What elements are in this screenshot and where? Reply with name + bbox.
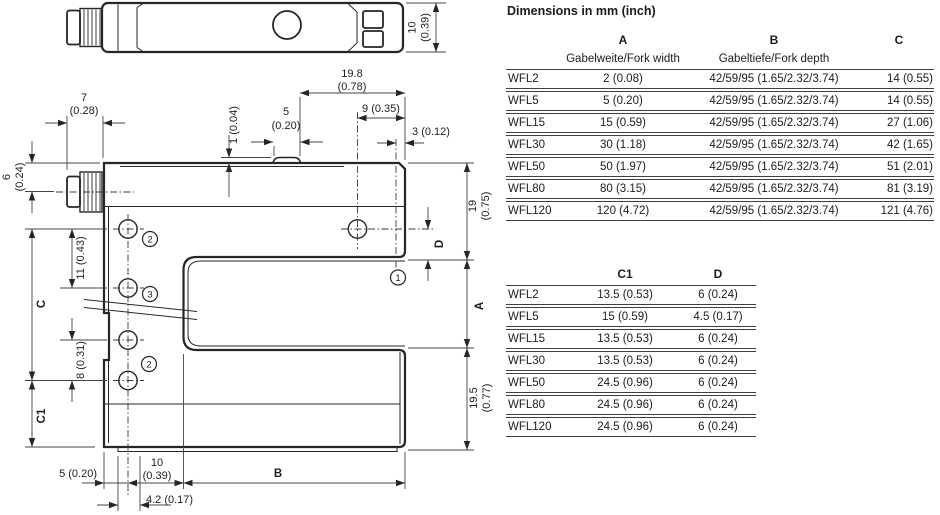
dim-hole-to-slot-mm: 10	[150, 457, 164, 469]
dim-hole-to-edge: 9 (0.35)	[362, 103, 400, 115]
dim-hole-spacing-upper: 11 (0.43)	[75, 236, 87, 280]
table-row: WFL50 50 (1.97) 42/59/95 (1.65/2.32/3.74) 51 (2.01)	[506, 157, 934, 177]
lens-circle	[273, 11, 301, 39]
label-C: C	[36, 299, 48, 309]
table-row: WFL80 80 (3.15) 42/59/95 (1.65/2.32/3.74) 81 (3.19)	[506, 179, 934, 199]
dim-lower-height-inch: (0.77)	[481, 383, 493, 413]
slot-inner-line	[188, 261, 405, 346]
table-row: WFL30 30 (1.18) 42/59/95 (1.65/2.32/3.74) 42 (1.65)	[506, 135, 934, 155]
col-header-C1: C1	[617, 266, 633, 281]
sensor-top-view	[67, 3, 403, 52]
subheader-fork-depth: Gabeltiefe/Fork depth	[718, 53, 830, 65]
ref-beam-axis: 1	[395, 273, 401, 284]
dim-topview-height-mm: 10	[406, 21, 419, 34]
col-header-C: C	[894, 32, 904, 47]
dim-top-to-slot-mm: 19	[467, 199, 479, 213]
subheader-fork-width: Gabelweite/Fork width	[566, 53, 680, 65]
m8-connector-top	[67, 9, 102, 47]
dimension-tables-panel	[506, 4, 936, 433]
break-lines	[84, 300, 197, 320]
dim-connector-length-mm: 7	[80, 92, 88, 104]
dim-button-height: 1 (0.04)	[228, 106, 240, 144]
label-D: D	[434, 239, 446, 249]
fork-sensor-front-view	[67, 158, 405, 452]
ref-mounting-hole: 2	[146, 359, 152, 371]
dim-topview-height-inch: (0.39)	[419, 13, 432, 42]
table-row: WFL2 2 (0.08) 42/59/95 (1.65/2.32/3.74) 14 (0.55)	[506, 69, 934, 89]
table-row: WFL15 15 (0.59) 42/59/95 (1.65/2.32/3.74) 27 (1.06)	[506, 113, 934, 133]
table-row: WFL15 13.5 (0.53) 6 (0.24)	[506, 329, 756, 349]
ref-aux-hole: 3	[147, 289, 153, 301]
fork-c1-d-table	[506, 262, 756, 439]
table-row: WFL2 13.5 (0.53) 6 (0.24)	[506, 285, 756, 305]
led-window-1	[363, 11, 383, 28]
dim-top-to-slot-inch: (0.75)	[480, 191, 492, 221]
dim-head-width-inch: (0.78)	[337, 81, 367, 93]
dim-connector-length-inch: (0.28)	[69, 105, 99, 117]
dim-lower-height-mm: 19.5	[468, 387, 480, 409]
table-header-row	[506, 264, 756, 283]
col-header-D: D	[713, 266, 723, 281]
label-A: A	[474, 301, 486, 311]
dim-edge-to-hole: 5 (0.20)	[59, 468, 97, 480]
page-title: Dimensions in mm (inch)	[507, 4, 656, 18]
led-window-2	[363, 31, 383, 47]
table-row: WFL80 24.5 (0.96) 6 (0.24)	[506, 395, 756, 415]
table-row: WFL50 24.5 (0.96) 6 (0.24)	[506, 373, 756, 393]
label-C1: C1	[36, 408, 48, 424]
table-row: WFL5 15 (0.59) 4.5 (0.17)	[506, 307, 756, 327]
centerlines	[56, 112, 433, 497]
dim-connector-axis-inch: (0.24)	[14, 162, 26, 192]
dim-hole-spacing-lower: 8 (0.31)	[75, 341, 87, 379]
table-row: WFL30 13.5 (0.53) 6 (0.24)	[506, 351, 756, 371]
col-header-B: B	[769, 32, 779, 47]
dim-button-width-inch: (0.20)	[271, 120, 301, 132]
dim-button-width-mm: 5	[282, 106, 290, 118]
dim-beam-to-edge: 3 (0.12)	[412, 126, 450, 138]
table-header-row	[506, 30, 934, 49]
label-B: B	[273, 468, 283, 480]
table-row: WFL120 24.5 (0.96) 6 (0.24)	[506, 417, 756, 437]
dim-tab-width: 4.2 (0.17)	[146, 494, 194, 506]
col-header-A: A	[618, 32, 628, 47]
dim-hole-to-slot-inch: (0.39)	[142, 470, 172, 482]
dim-connector-axis-mm: 6	[1, 173, 13, 181]
ref-mounting-hole: 2	[147, 234, 153, 246]
fork-dimensions-table	[506, 28, 934, 223]
dim-head-width-mm: 19.8	[341, 68, 363, 80]
table-row: WFL5 5 (0.20) 42/59/95 (1.65/2.32/3.74) 14 (0.55)	[506, 91, 934, 111]
table-row: WFL120 120 (4.72) 42/59/95 (1.65/2.32/3.74) 121 (4.76)	[506, 201, 934, 221]
table-subheader-row	[506, 51, 934, 67]
end-cap-joint	[348, 4, 357, 52]
